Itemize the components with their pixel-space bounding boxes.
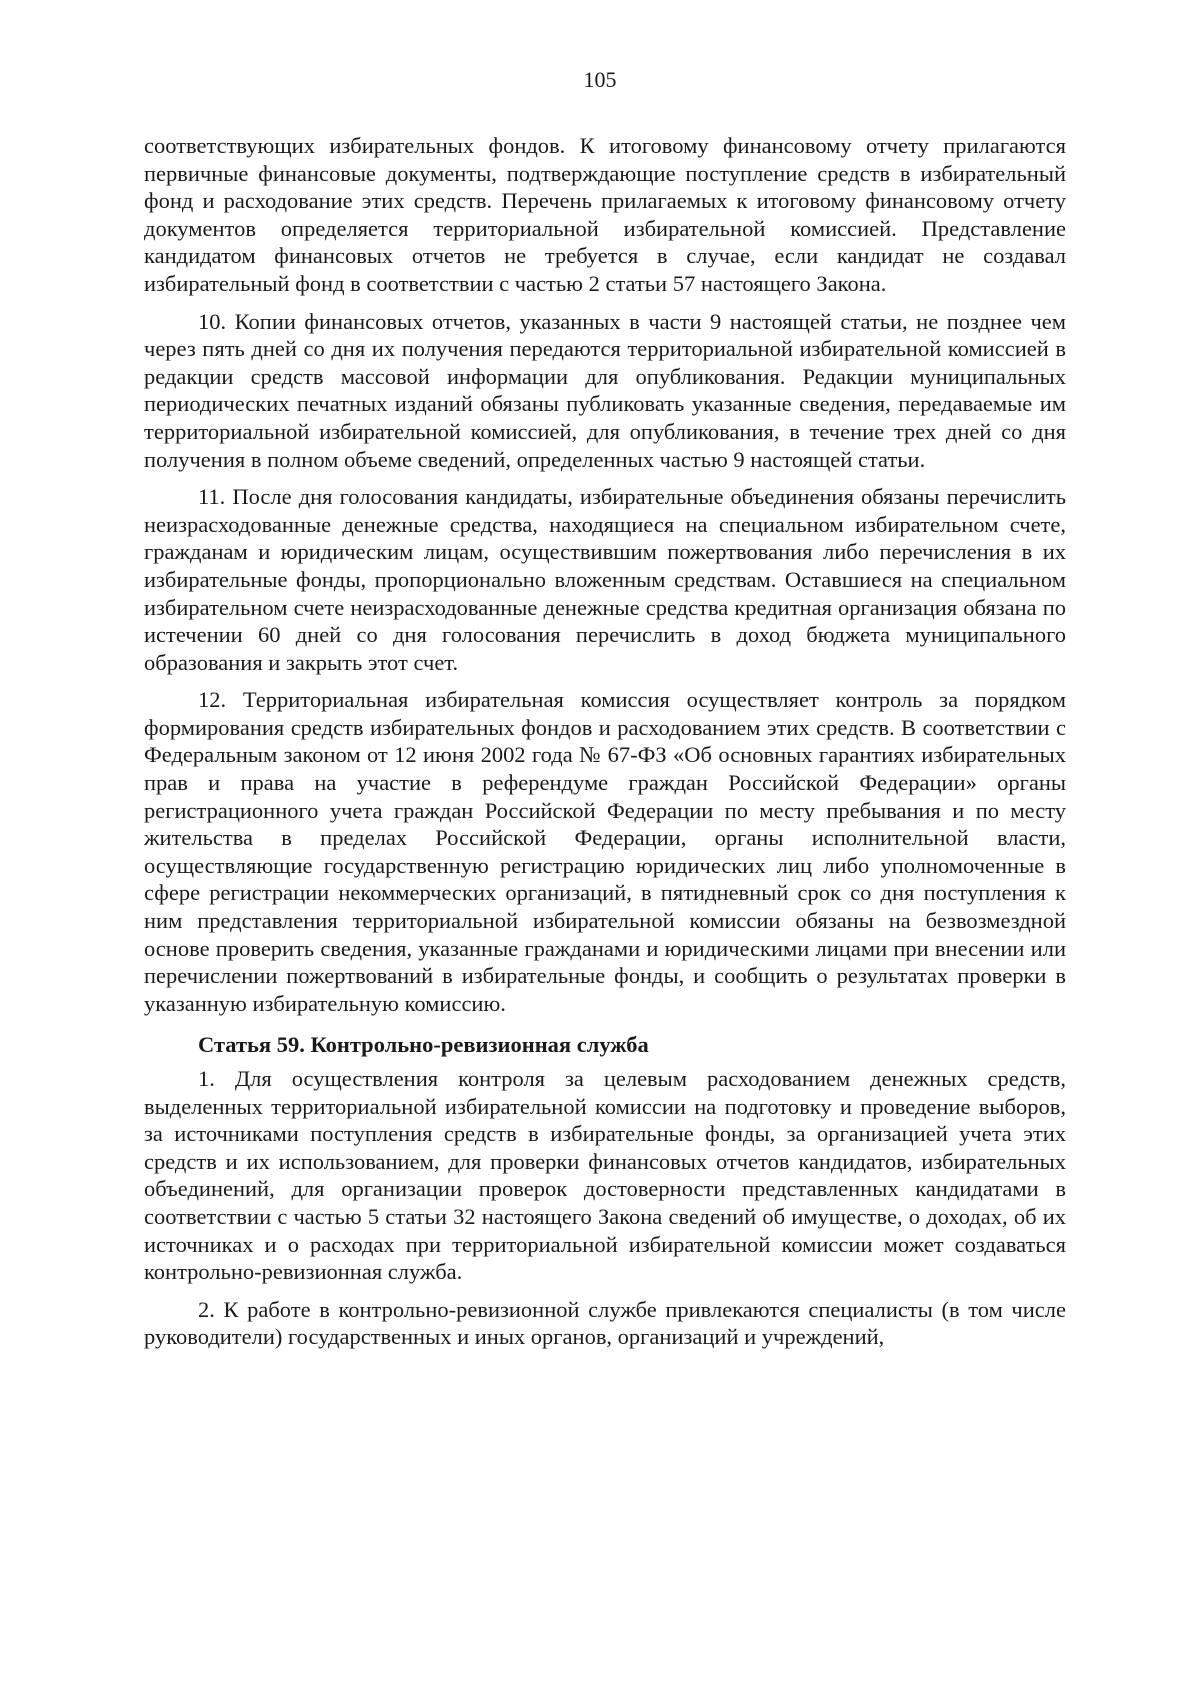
- paragraph-article-59-part-1: 1. Для осуществления контроля за целевым расходованием денежных средств, выделенных территориальной избирательной комиссии на подготовку и проведение выборов, за источниками поступления средств в избирательные фонды, за организацией учета этих средств и их использованием, для проверки финансовых отчетов кандидатов, избирательных объединений, для организации проверок достоверности представленных кандидатами в соответствии с частью 5 статьи 32 настоящего Закона сведений об имуществе, о доходах, об их источниках и о расходах при территориальной избирательной комиссии может создаваться контрольно-ревизионная служба.: [144, 1066, 1066, 1285]
- paragraph-part-10: 10. Копии финансовых отчетов, указанных в части 9 настоящей статьи, не позднее чем через пять дней со дня их получения передаются территориальной избирательной комиссией в редакции средств массовой информации для опубликования. Редакции муниципальных периодических печатных изданий обязаны публиковать указанные сведения, передаваемые им территориальной избирательной комиссией, для опубликования, в течение трех дней со дня получения в полном объеме сведений, определенных частью 9 настоящей статьи.: [144, 308, 1066, 472]
- paragraph-part-11: 11. После дня голосования кандидаты, избирательные объединения обязаны перечислить неизрасходованные денежные средства, находящиеся на специальном избирательном счете, гражданам и юридическим лицам, осуществившим пожертвования либо перечисления в их избирательные фонды, пропорционально вложенным средствам. Оставшиеся на специальном избирательном счете неизрасходованные денежные средства кредитная организация обязана по истечении 60 дней со дня голосования перечислить в доход бюджета муниципального образования и закрыть этот счет.: [144, 484, 1066, 675]
- paragraph-continuation: соответствующих избирательных фондов. К итоговому финансовому отчету прилагаются первичные финансовые документы, подтверждающие поступление средств в избирательный фонд и расходование этих средств. Перечень прилагаемых к итоговому финансовому отчету документов определяется территориальной избирательной комиссией. Представление кандидатом финансовых отчетов не требуется в случае, если кандидат не создавал избирательный фонд в соответствии с частью 2 статьи 57 настоящего Закона.: [144, 133, 1066, 296]
- document-body: [144, 132, 1066, 1361]
- article-heading: Статья 59. Контрольно-ревизионная служба: [198, 1032, 649, 1058]
- paragraph-article-59-part-2: 2. К работе в контрольно-ревизионной службе привлекаются специалисты (в том числе руководители) государственных и иных органов, организаций и учреждений,: [144, 1296, 1066, 1350]
- page-number: 105: [583, 67, 617, 92]
- paragraph-part-12: 12. Территориальная избирательная комиссия осуществляет контроль за порядком формирования средств избирательных фондов и расходованием этих средств. В соответствии с Федеральным законом от 12 июня 2002 года № 67-ФЗ «Об основных гарантиях избирательных прав и права на участие в референдуме граждан Российской Федерации» органы регистрационного учета граждан Российской Федерации по месту пребывания и по месту жительства в пределах Российской Федерации, органы исполнительной власти, осуществляющие государственную регистрацию юридических лиц либо уполномоченные в сфере регистрации некоммерческих организаций, в пятидневный срок со дня поступления к ним представления территориальной избирательной комиссии обязаны на безвозмездной основе проверить сведения, указанные гражданами и юридическими лицами при внесении или перечислении пожертвований в избирательные фонды, и сообщить о результатах проверки в указанную избирательную комиссию.: [144, 687, 1066, 1016]
